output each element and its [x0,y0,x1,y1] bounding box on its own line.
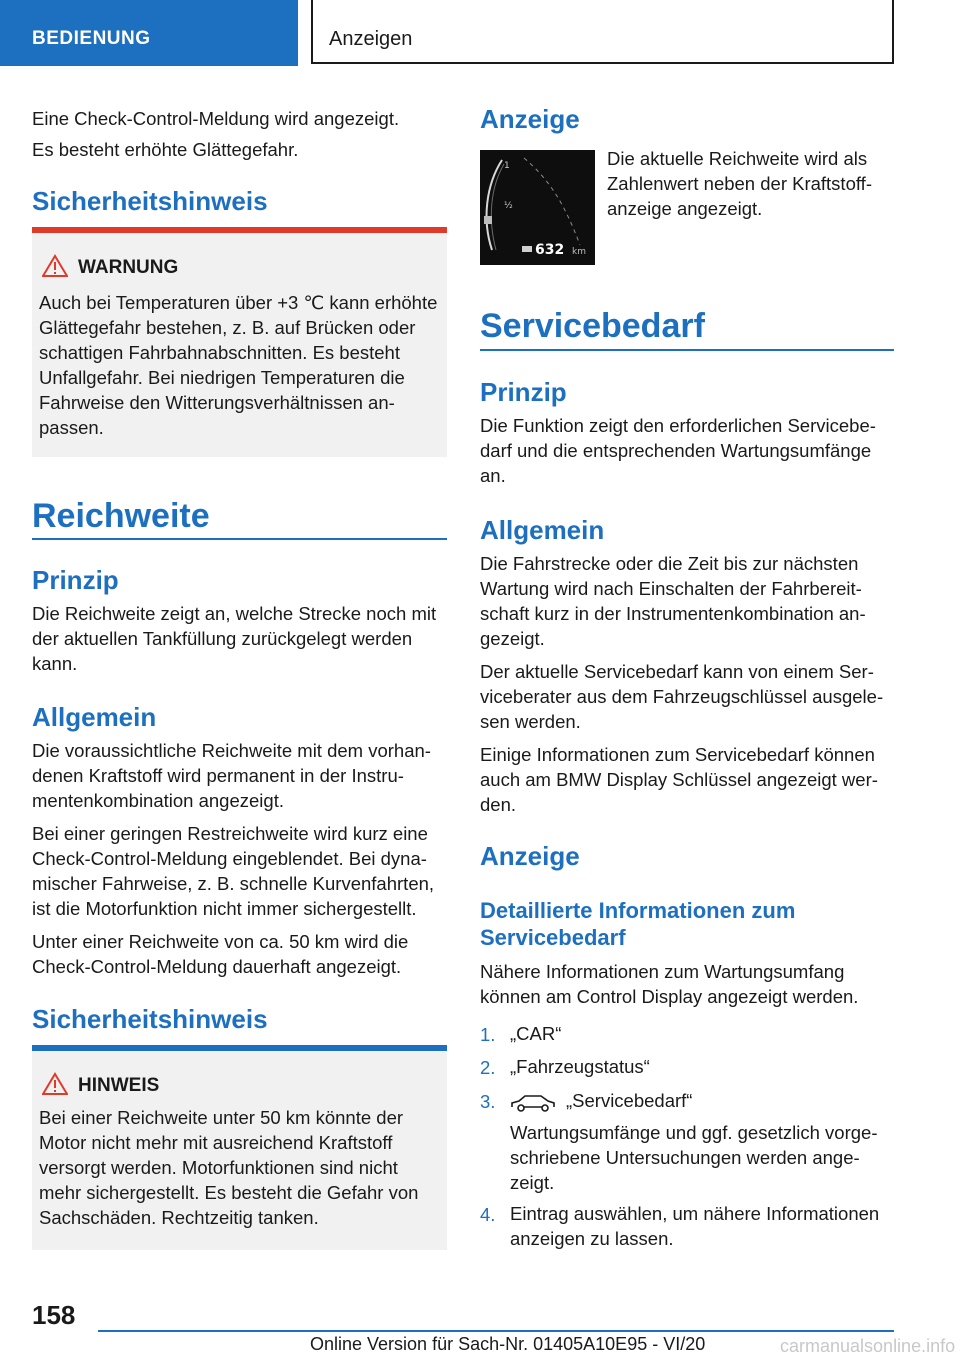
prinzip-heading: Prinzip [480,377,567,407]
allgemein-text-1: Die voraussichtliche Reichweite mit dem vorhandenen Kraftstoff wird permanent in der Instrumentenkombination angezeigt. [32,740,431,811]
footer-online-version: Online Version für Sach-Nr. 01405A10E95 - VI/20 [310,1334,706,1354]
section-title-reichweite: Reichweite [32,497,210,535]
step-text: „CAR“ [510,1023,562,1044]
step-text: „Fahrzeugstatus“ [510,1056,650,1077]
hinweis-text: Bei einer Reichweite unter 50 km könnte der Motor nicht mehr mit ausreichend Kraftstoff versorgt werden. Motorfunktionen sind nicht mehr sichergestellt. Es besteht die Gefahr von Sachschäden. Rechtzeitig tanken. [39,1107,419,1228]
hinweis-box [32,1045,447,1250]
allgemein-text-3: Einige Informationen zum Servicebedarf können auch am BMW Display Schlüssel angezeigt werden. [480,744,878,815]
step-text: „Servicebedarf“ [566,1090,693,1111]
safety-heading-2: Sicherheitshinweis [32,1004,268,1034]
anzeige-heading-2: Anzeige [480,841,580,871]
warning-triangle-icon [42,254,68,278]
detail-heading: Detaillierte Informationen zum Servicebedarf [480,898,796,950]
car-icon [509,1093,557,1113]
range-icon [522,246,532,252]
warning-triangle-icon [42,1072,68,1096]
warning-text: Auch bei Temperaturen über +3 ℃ kann erhöhte Glättegefahr bestehen, z. B. auf Brücken oder schattigen Fahrbahnabschnitten. Es besteht Unfallgefahr. Bei niedrigen Temperaturen die Fahrweise den Witterungsverhältnissen anpassen. [39,292,438,438]
fuel-pump-icon [484,216,492,224]
page-number: 158 [32,1300,76,1330]
watermark-text: carmanualsonline.info [780,1336,956,1356]
gauge-range-unit: km [572,247,586,257]
step-number: 2. [480,1057,496,1078]
safety-heading: Sicherheitshinweis [32,186,268,216]
footer-rule [98,1330,894,1332]
gauge-mark-half: ½ [504,201,513,211]
allgemein-text-2: Der aktuelle Servicebedarf kann von einem Serviceberater aus dem Fahrzeugschlüssel ausgelesen werden. [480,661,884,732]
allgemein-heading: Allgemein [480,515,605,545]
intro-line-1: Eine Check-Control-Meldung wird angezeigt. [32,108,400,129]
prinzip-heading: Prinzip [32,565,119,595]
step-text: Eintrag auswählen, um nähere Informationen anzeigen zu lassen. [510,1203,880,1249]
section-tab [0,0,298,66]
hinweis-label: HINWEIS [78,1075,160,1096]
warning-box [32,227,447,457]
chapter-tab [311,0,894,64]
chapter-title: Anzeigen [329,28,413,50]
allgemein-text-2: Bei einer geringen Restreichweite wird kurz eine Check-Control-Meldung eingeblendet. Bei dynamischer Fahrweise, z. B. schnelle Kurvenfahrten, ist die Motorfunktion nicht immer sichergestellt. [32,823,435,919]
step-number: 4. [480,1204,496,1225]
prinzip-text: Die Reichweite zeigt an, welche Strecke noch mit der aktuellen Tankfüllung zurückgelegt werden kann. [32,603,437,674]
gauge-mark-1: 1 [504,161,510,171]
section-title-servicebedarf: Servicebedarf [480,307,705,345]
title-rule [480,349,894,351]
warning-bar [32,227,447,233]
gauge-graphic [480,150,595,265]
title-rule [32,538,447,540]
intro-line-2: Es besteht erhöhte Glättegefahr. [32,139,299,160]
allgemein-heading: Allgemein [32,702,157,732]
gauge-range-value: 632 [535,242,565,258]
step-subtext: Wartungsumfänge und ggf. gesetzlich vorgeschriebene Untersuchungen werden angezeigt. [510,1122,878,1193]
allgemein-text-1: Die Fahrstrecke oder die Zeit bis zur nächsten Wartung wird nach Einschalten der Fahrbereitschaft kurz in der Instrumentenkombination angezeigt. [480,553,866,649]
anzeige-text: Die aktuelle Reichweite wird als Zahlenwert neben der Kraftstoffanzeige angezeigt. [607,148,872,219]
step-number: 3. [480,1091,496,1112]
range-gauge-image [480,150,595,265]
detail-text: Nähere Informationen zum Wartungsumfang können am Control Display angezeigt werden. [480,961,859,1007]
section-title: BEDIENUNG [32,28,151,49]
step-number: 1. [480,1024,496,1045]
anzeige-heading: Anzeige [480,104,580,134]
hinweis-bar [32,1045,447,1051]
warning-label: WARNUNG [78,257,179,278]
allgemein-text-3: Unter einer Reichweite von ca. 50 km wird die Check-Control-Meldung dauerhaft angezeigt. [32,931,409,977]
prinzip-text: Die Funktion zeigt den erforderlichen Servicebedarf und die entsprechenden Wartungsumfänge an. [480,415,876,486]
